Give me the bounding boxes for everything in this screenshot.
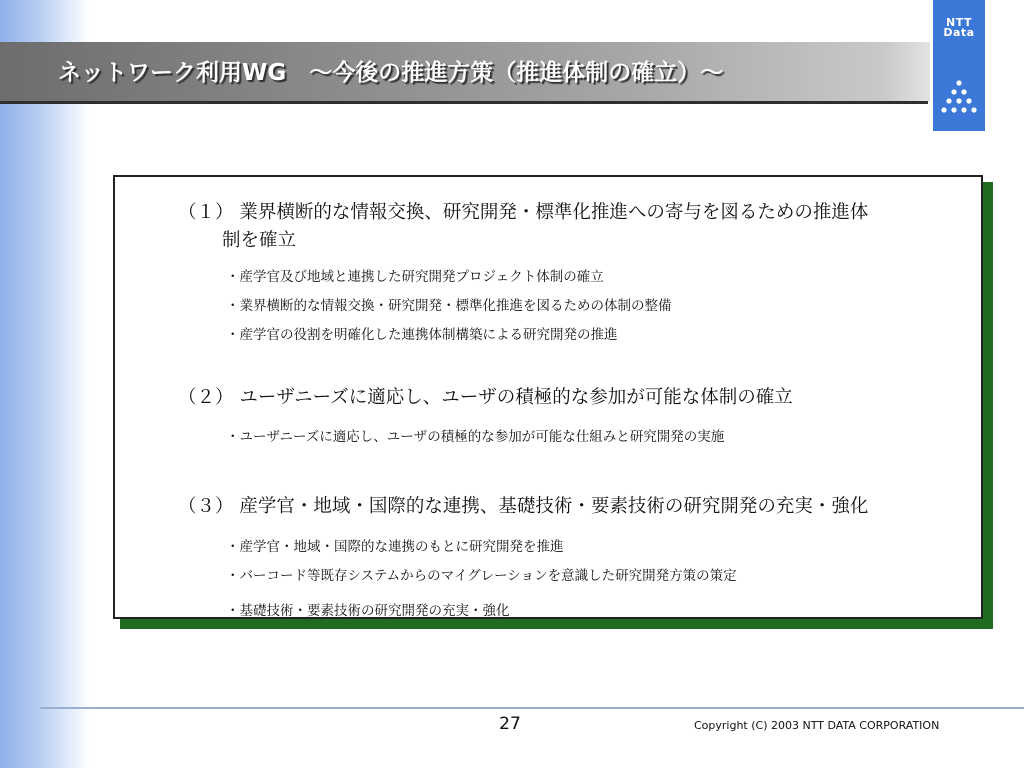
section-1-heading-continued: 制を確立: [222, 230, 297, 251]
ntt-data-logo: [933, 0, 985, 131]
section-1-bullet-3: ・産学官の役割を明確化した連携体制構築による研究開発の推進: [226, 327, 618, 343]
section-1-bullet-2: ・業界横断的な情報交換・研究開発・標準化推進を図るための体制の整備: [226, 298, 672, 314]
logo-dots-icon: [933, 74, 985, 124]
slide-title: ネットワーク利用WG ～今後の推進方策（推進体制の確立）～: [58, 60, 724, 86]
page-number: 27: [499, 714, 521, 734]
section-3-bullet-2: ・バーコード等既存システムからのマイグレーションを意識した研究開発方策の策定: [226, 568, 737, 584]
section-1-bullet-1: ・産学官及び地域と連携した研究開発プロジェクト体制の確立: [226, 269, 604, 285]
section-2-bullet-1: ・ユーザニーズに適応し、ユーザの積極的な参加が可能な仕組みと研究開発の実施: [226, 429, 725, 445]
section-3-bullet-1: ・産学官・地域・国際的な連携のもとに研究開発を推進: [226, 539, 564, 555]
logo-text-bottom: Data: [943, 26, 975, 39]
logo-text-top: NTT: [946, 16, 972, 29]
footer-divider: [40, 707, 1024, 709]
section-2-heading: （２） ユーザニーズに適応し、ユーザの積極的な参加が可能な体制の確立: [178, 387, 793, 408]
copyright-notice: Copyright (C) 2003 NTT DATA CORPORATION: [694, 719, 940, 732]
left-gradient-band: [0, 0, 90, 768]
logo-wordmark: [933, 18, 985, 38]
title-underline: [0, 101, 928, 104]
section-1-heading: （１） 業界横断的な情報交換、研究開発・標準化推進への寄与を図るための推進体: [178, 202, 869, 223]
section-3-heading: （３） 産学官・地域・国際的な連携、基礎技術・要素技術の研究開発の充実・強化: [178, 496, 869, 517]
section-3-bullet-3: ・基礎技術・要素技術の研究開発の充実・強化: [226, 603, 510, 619]
